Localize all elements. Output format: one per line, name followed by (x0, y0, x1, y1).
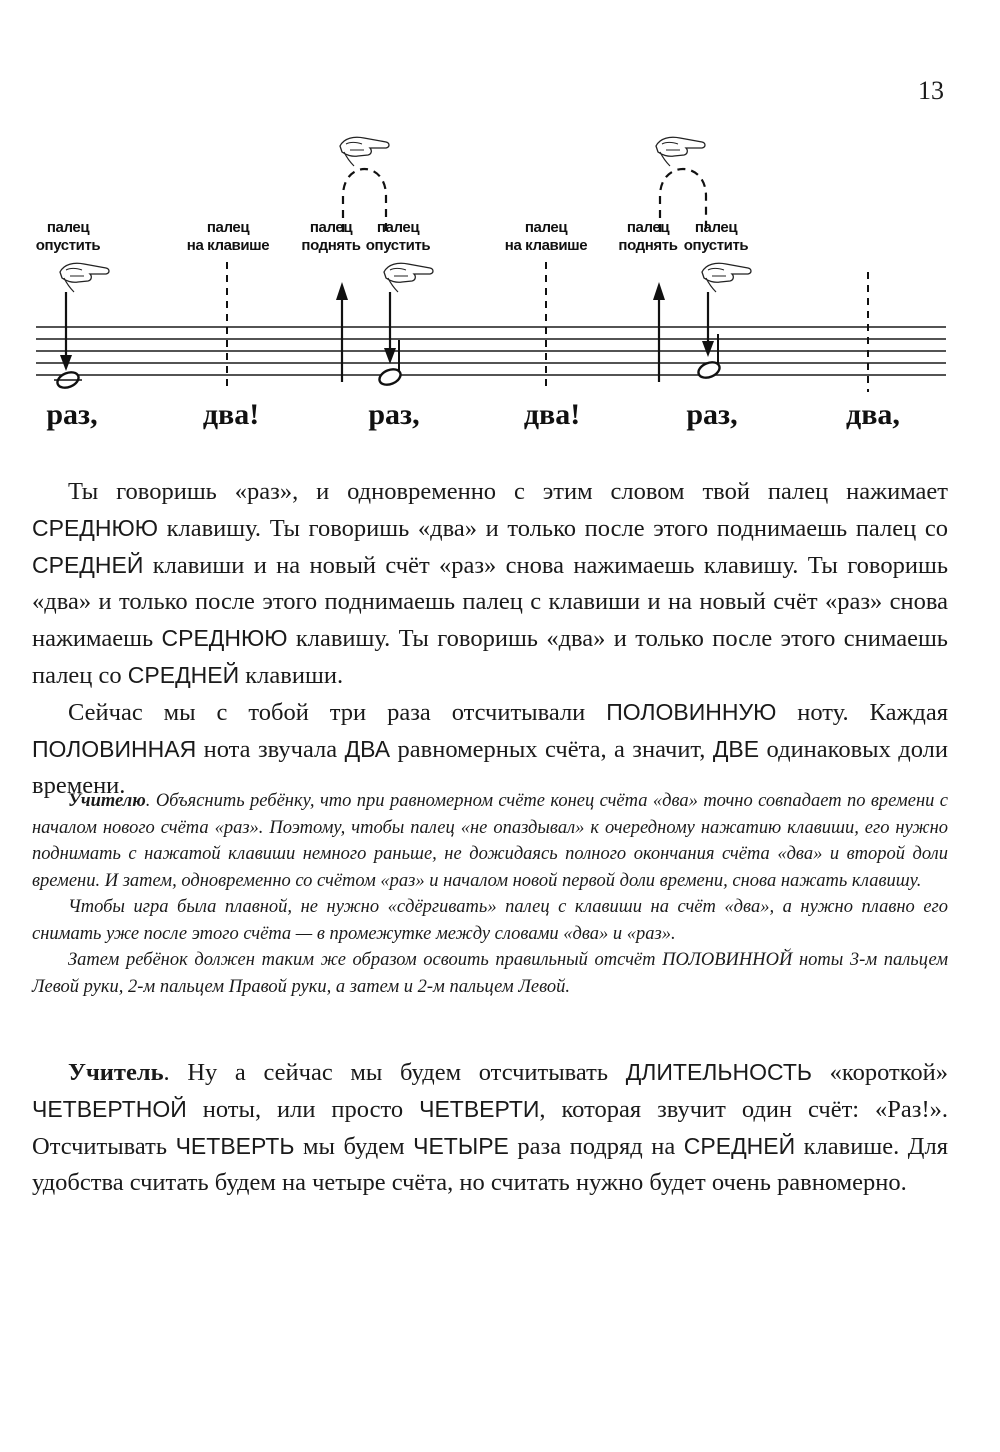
count-1: раз, (46, 398, 98, 431)
label-5-line2: на клавише (504, 237, 588, 254)
half-note-1 (54, 369, 82, 390)
count-5: раз, (686, 398, 738, 431)
paragraph-2: Сейчас мы с тобой три раза отсчитывали ПОЛОВИННУЮ ноту. Каждая ПОЛОВИННАЯ нота звучала ДВА равномерных счёта, а значит, ДВЕ одинаковых доли времени. (32, 699, 949, 799)
main-text (32, 474, 948, 804)
rhythm-diagram (0, 0, 1000, 460)
label-1-line1: палец (46, 219, 90, 236)
label-3-line2: поднять (301, 237, 361, 254)
label-1-line2: опустить (35, 237, 101, 254)
teacher-note-p2: Чтобы игра была плавной, не нужно «сдёргивать» палец с клавиши на счёт «два», а нужно плавно его снимать уже после этого счёта — в промежутке между словами «два» и «раз». (32, 897, 948, 944)
count-3: раз, (368, 398, 420, 431)
paragraph-1: Ты говоришь «раз», и одновременно с этим словом твой палец нажимает СРЕДНЮЮ клавишу. Ты говоришь «два» и только после этого поднимаешь палец со СРЕДНЕЙ клавиши и на новый счёт «раз» снова нажимаешь клавишу. Ты говоришь «два» и только после этого поднимаешь палец с клавиши и на новый счёт «раз» снова нажимаешь СРЕДНЮЮ клавишу. Ты говоришь «два» и только после этого снимаешь палец со СРЕДНЕЙ клавиши. (32, 478, 948, 689)
teacher-speech-paragraph: Учитель. Ну а сейчас мы будем отсчитывать ДЛИТЕЛЬНОСТЬ «короткой» ЧЕТВЕРТНОЙ ноты, или просто ЧЕТВЕРТИ, которая звучит один счёт: «Раз!». Отсчитывать ЧЕТВЕРТЬ мы будем ЧЕТЫРЕ раза подряд на СРЕДНЕЙ клавише. Для удобства считать будем на четыре счёта, но считать нужно будет очень равномерно. (32, 1059, 949, 1196)
label-7-line2: опустить (683, 237, 749, 254)
teacher-speech (32, 1054, 948, 1201)
label-5-line1: палец (524, 219, 568, 236)
action-finger-up-1 (336, 282, 348, 382)
teacher-note (32, 788, 948, 1000)
label-7-line1: палец (694, 219, 738, 236)
count-2: два! (202, 398, 260, 431)
teacher-note-p3: Затем ребёнок должен таким же образом освоить правильный отсчёт ПОЛОВИННОЙ ноты 3-м пальцем Левой руки, 2-м пальцем Правой руки, а затем и 2-м пальцем Левой. (32, 950, 948, 997)
label-4-line2: опустить (365, 237, 431, 254)
lift-arc-1 (340, 137, 389, 232)
count-6: два, (846, 398, 900, 431)
label-6-line1: палец (626, 219, 670, 236)
action-finger-up-2 (653, 282, 665, 382)
label-3-line1: палец (309, 219, 353, 236)
teacher-note-p1: Учителю. Объяснить ребёнку, что при равномерном счёте конец счёта «два» точно совпадает по времени с началом нового счёта «раз». Поэтому, чтобы палец «не опаздывал» к очередному нажатию клавиши, его нужно поднимать с нажатой клавиши немного раньше, не дожидаясь полного окончания счёта «два» и второй доли времени. И затем, одновременно со счётом «раз» и началом новой первой доли времени, снова нажать клавишу. (32, 791, 948, 891)
staff (36, 327, 946, 375)
lift-arc-2 (656, 137, 706, 232)
count-4: два! (523, 398, 581, 431)
action-finger-down-2 (377, 263, 433, 387)
label-4-line1: палец (376, 219, 420, 236)
label-2-line1: палец (206, 219, 250, 236)
label-2-line2: на клавише (186, 237, 270, 254)
label-6-line2: поднять (618, 237, 678, 254)
page-number: 13 (918, 76, 944, 105)
